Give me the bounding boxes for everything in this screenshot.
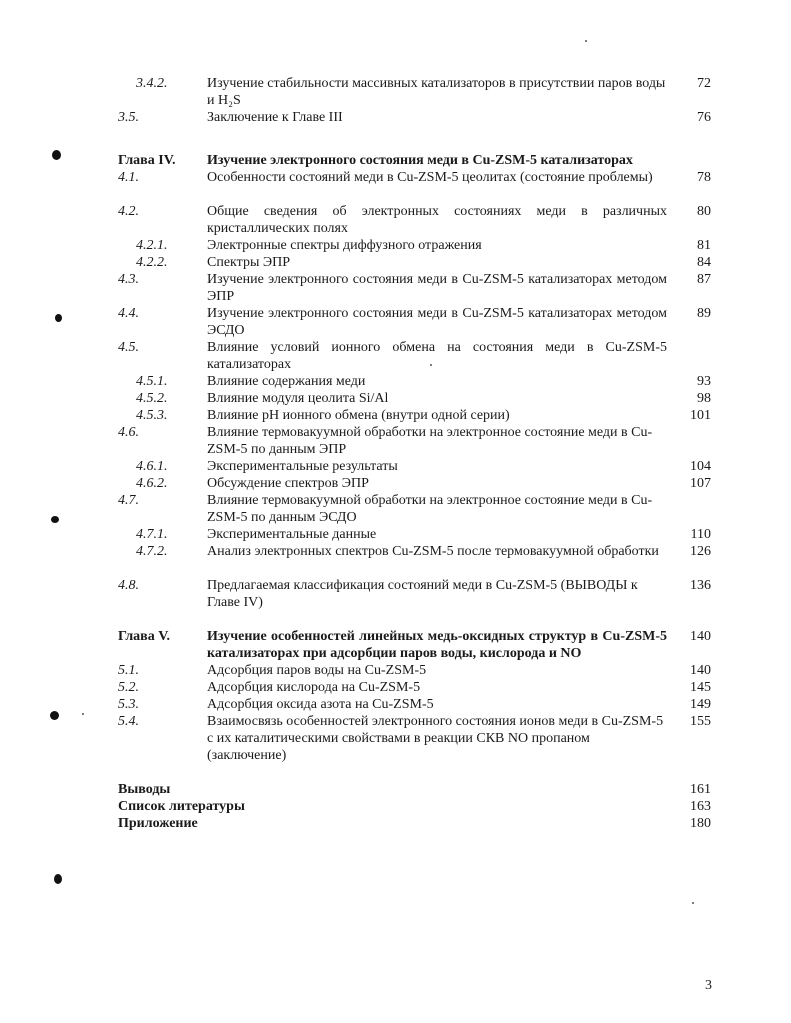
toc-title: Анализ электронных спектров Cu-ZSM-5 после термовакуумной обработки [207,544,659,559]
toc-title: Влияние содержания меди [207,374,366,389]
toc-title: Заключение к Главе III [207,110,343,125]
toc-page: 107 [690,476,711,491]
toc-title: Приложение [118,816,198,831]
toc-title: Влияние модуля цеолита Si/Al [207,391,389,406]
toc-page: 149 [690,697,711,712]
toc-number: 5.4. [118,714,139,729]
toc-number: 4.1. [118,170,139,185]
toc-number: 4.5.1. [136,374,168,389]
toc-page: 163 [690,799,711,814]
toc-page: 110 [690,527,711,542]
scan-blot [50,711,59,720]
toc-page: 140 [690,629,711,644]
toc-page: 161 [690,782,711,797]
toc-chapter-number: Глава IV. [118,153,176,168]
toc-page: 155 [690,714,711,729]
toc-number: 3.4.2. [136,76,168,91]
toc-title: Изучение электронного состояния меди в Cu-ZSM-5 катализаторах методом ЭПР [207,272,667,304]
toc-number: 4.7. [118,493,139,508]
toc-title: Влияние термовакуумной обработки на электронное состояние меди в Cu-ZSM-5 по данным ЭПР [207,425,653,457]
toc-number: 5.1. [118,663,139,678]
toc-title: Адсорбция оксида азота на Cu-ZSM-5 [207,697,434,712]
scan-speck [82,713,84,715]
toc-page: 140 [690,663,711,678]
scan-blot [54,874,62,884]
toc-title: Выводы [118,782,171,797]
toc-number: 4.6.2. [136,476,168,491]
toc-title: Влияние термовакуумной обработки на электронное состояние меди в Cu-ZSM-5 по данным ЭСДО [207,493,653,525]
toc-title: Общие сведения об электронных состояниях меди в различных кристаллических полях [207,204,667,236]
toc-title: Адсорбция паров воды на Cu-ZSM-5 [207,663,427,678]
toc-title: Экспериментальные результаты [207,459,398,474]
toc-title: Адсорбция кислорода на Cu-ZSM-5 [207,680,421,695]
toc-title: Предлагаемая классификация состояний меди в Cu-ZSM-5 (ВЫВОДЫ к Главе IV) [207,578,638,610]
toc-page: 78 [697,170,711,185]
toc-title: Электронные спектры диффузного отражения [207,238,482,253]
toc-title: Особенности состояний меди в Cu-ZSM-5 цеолитах (состояние проблемы) [207,170,653,185]
scan-blot [52,150,61,160]
scan-speck [692,902,694,904]
toc-title: Спектры ЭПР [207,255,290,270]
toc-title: Экспериментальные данные [207,527,377,542]
toc-number: 4.4. [118,306,139,321]
scan-blot [51,516,59,523]
toc-chapter-title: Изучение электронного состояния меди в Cu-ZSM-5 катализаторах [207,153,633,168]
toc-page: 104 [690,459,711,474]
toc-chapter-number: Глава V. [118,629,171,644]
toc-number: 4.7.1. [136,527,168,542]
toc-title: Влияние pH ионного обмена (внутри одной серии) [207,408,510,423]
toc-number: 5.3. [118,697,139,712]
toc-number: 5.2. [118,680,139,695]
toc-number: 4.8. [118,578,139,593]
page-number: 3 [705,978,712,993]
scan-blot [55,314,62,322]
toc-page: 72 [697,76,711,91]
toc-number: 4.2. [118,204,139,219]
toc-number: 4.5.3. [136,408,168,423]
toc-number: 4.2.1. [136,238,168,253]
toc-title: Обсуждение спектров ЭПР [207,476,369,491]
toc-number: 4.3. [118,272,139,287]
toc-number: 4.5. [118,340,139,355]
scan-speck [430,364,432,366]
toc-number: 4.6.1. [136,459,168,474]
toc-title: Список литературы [118,799,245,814]
toc-page: 76 [697,110,711,125]
toc-page: 136 [690,578,711,593]
toc-title: Влияние условий ионного обмена на состояния меди в Cu-ZSM-5 катализаторах [207,340,667,372]
toc-number: 4.7.2. [136,544,168,559]
toc-page: 180 [690,816,711,831]
toc-page: 145 [690,680,711,695]
scan-speck [585,40,587,42]
toc-number: 4.2.2. [136,255,168,270]
toc-title: Взаимосвязь особенностей электронного состояния ионов меди в Cu-ZSM-5 с их каталитическими свойствами в реакции СКВ NO пропаном (заключение) [207,714,664,763]
toc-page: 84 [697,255,711,270]
toc-number: 3.5. [118,110,139,125]
toc-page: 101 [690,408,711,423]
toc-page: 89 [697,306,711,321]
toc-page: 81 [697,238,711,253]
toc-page: 80 [697,204,711,219]
toc-page: 98 [697,391,711,406]
toc-title: Изучение стабильности массивных катализаторов в присутствии паров воды и H₂S [207,76,666,108]
toc-number: 4.5.2. [136,391,168,406]
toc-page: 93 [697,374,711,389]
toc-number: 4.6. [118,425,139,440]
toc-chapter-title: Изучение особенностей линейных медь-оксидных структур в Cu-ZSM-5 катализаторах при адсорбции паров воды, кислорода и NO [207,629,667,661]
toc-page: 126 [690,544,711,559]
toc-page: 87 [697,272,711,287]
toc-title: Изучение электронного состояния меди в Cu-ZSM-5 катализаторах методом ЭСДО [207,306,667,338]
